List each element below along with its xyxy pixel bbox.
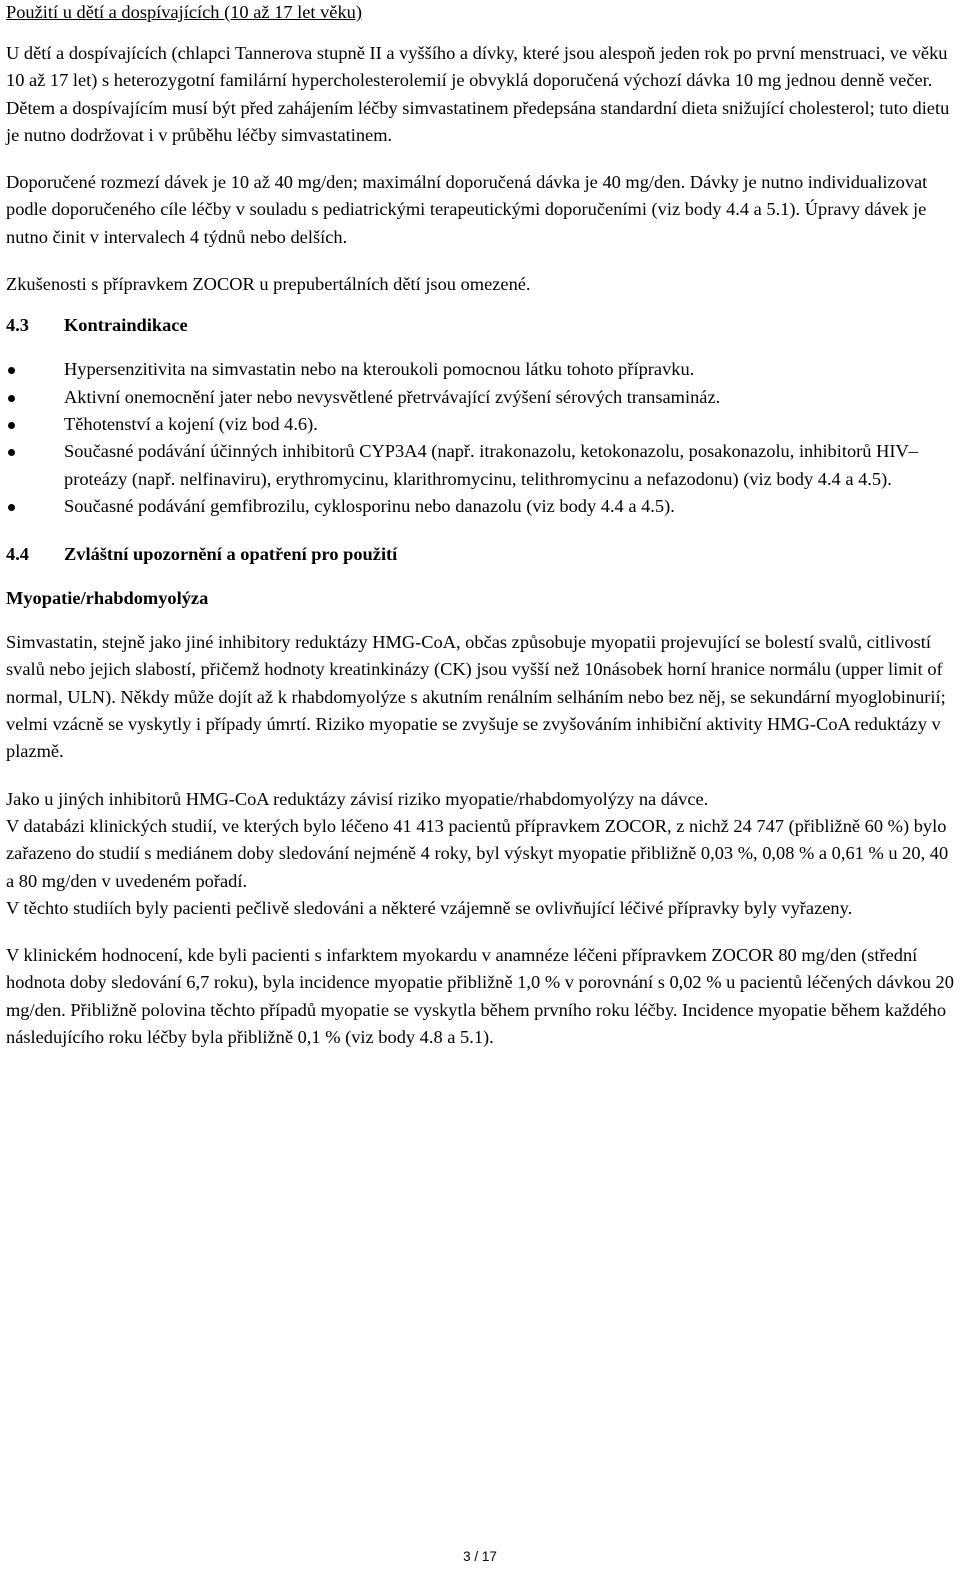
- section-4-4-heading: [6, 541, 956, 567]
- section-4-3-number: 4.3: [6, 315, 29, 336]
- dose-dependence-paragraph: Jako u jiných inhibitorů HMG-CoA reduktázy závisí riziko myopatie/rhabdomyolýzy na dávce.: [6, 788, 709, 809]
- infarction-trial-paragraph: V klinickém hodnocení, kde byli pacienti s infarktem myokardu v anamnéze léčeni přípravkem ZOCOR 80 mg/den (střední hodnota doby sledování 6,7 roku), byla incidence myopatie přibližně 1,0 % v porovnání s 0,02 % u pacientů léčených dávkou 20 mg/den. Přibližně polovina těchto případů myopatie se vyskytla během prvního roku léčby. Incidence myopatie během každého následujícího roku léčby byla přibližně 0,1 % (viz body 4.8 a 5.1).: [6, 945, 954, 1048]
- myopathy-subheading: Myopatie/rhabdomyolýza: [6, 588, 209, 609]
- list-item: Současné podávání účinných inhibitorů CYP3A4 (např. itrakonazolu, ketokonazolu, posakonazolu, inhibitorů HIV‒proteázy (např. nelfinaviru), erythromycinu, klarithromycinu, telithromycinu a nefazodonu) (viz body 4.4 a 4.5).: [6, 438, 956, 493]
- section-4-3-title: Kontraindikace: [64, 315, 188, 336]
- section-4-3-heading: [6, 312, 956, 338]
- contraindications-list: [6, 356, 956, 520]
- list-item: Těhotenství a kojení (viz bod 4.6).: [6, 411, 956, 438]
- myopathy-paragraph: Simvastatin, stejně jako jiné inhibitory reduktázy HMG-CoA, občas způsobuje myopatii projevující se bolestí svalů, citlivostí svalů nebo jejich slabostí, přičemž hodnoty kreatinkinázy (CK) jsou vyšší než 10násobek horní hranice normálu (upper limit of normal, ULN). Někdy může dojít až k rhabdomyolýze s akutním renálním selháním nebo bez něj, se sekundární myoglobinurií; velmi vzácně se vyskytly i případy úmrtí. Riziko myopatie se zvyšuje se zvyšováním inhibiční aktivity HMG-CoA reduktázy v plazmě.: [6, 632, 946, 762]
- excluded-drugs-paragraph: V těchto studiích byly pacienti pečlivě sledováni a některé vzájemně se ovlivňující léčivé přípravky byly vyřazeny.: [6, 897, 853, 918]
- dose-range-paragraph: Doporučené rozmezí dávek je 10 až 40 mg/den; maximální doporučená dávka je 40 mg/den. Dávky je nutno individualizovat podle doporučeného cíle léčby v souladu s pediatrickými terapeutickými doporučeními (viz body 4.4 a 5.1). Úpravy dávek je nutno činit v intervalech 4 týdnů nebo delších.: [6, 172, 928, 247]
- pediatric-dosage-paragraph: U dětí a dospívajících (chlapci Tannerova stupně II a vyššího a dívky, které jsou alespoň jeden rok po první menstruaci, ve věku 10 až 17 let) s heterozygotní familární hypercholesterolemií je obvyklá doporučená výchozí dávka 10 mg jednou denně večer. Dětem a dospívajícím musí být před zahájením léčby simvastatinem předepsána standardní dieta snižující cholesterol; tuto dietu je nutno dodržovat i v průběhu léčby simvastatinem.: [6, 43, 950, 145]
- prepubertal-experience-paragraph: Zkušenosti s přípravkem ZOCOR u prepubertálních dětí jsou omezené.: [6, 274, 531, 295]
- section-4-4-title: Zvláštní upozornění a opatření pro použití: [64, 544, 398, 565]
- pediatric-use-heading: Použití u dětí a dospívajících (10 až 17 let věku): [6, 2, 362, 22]
- section-4-4-number: 4.4: [6, 544, 29, 565]
- page-number: 3 / 17: [463, 1549, 497, 1564]
- document-page: [6, 0, 956, 1051]
- list-item: Aktivní onemocnění jater nebo nevysvětlené přetrvávající zvýšení sérových transamináz.: [6, 384, 956, 411]
- clinical-database-paragraph: V databázi klinických studií, ve kterých bylo léčeno 41 413 pacientů přípravkem ZOCOR, z nichž 24 747 (přibližně 60 %) bylo zařazeno do studií s mediánem doby sledování nejméně 4 roky, byl výskyt myopatie přibližně 0,03 %, 0,08 % a 0,61 % u 20, 40 a 80 mg/den v uvedeném pořadí.: [6, 815, 949, 891]
- list-item: Současné podávání gemfibrozilu, cyklosporinu nebo danazolu (viz body 4.4 a 4.5).: [6, 493, 956, 520]
- list-item: Hypersenzitivita na simvastatin nebo na kteroukoli pomocnou látku tohoto přípravku.: [6, 356, 956, 383]
